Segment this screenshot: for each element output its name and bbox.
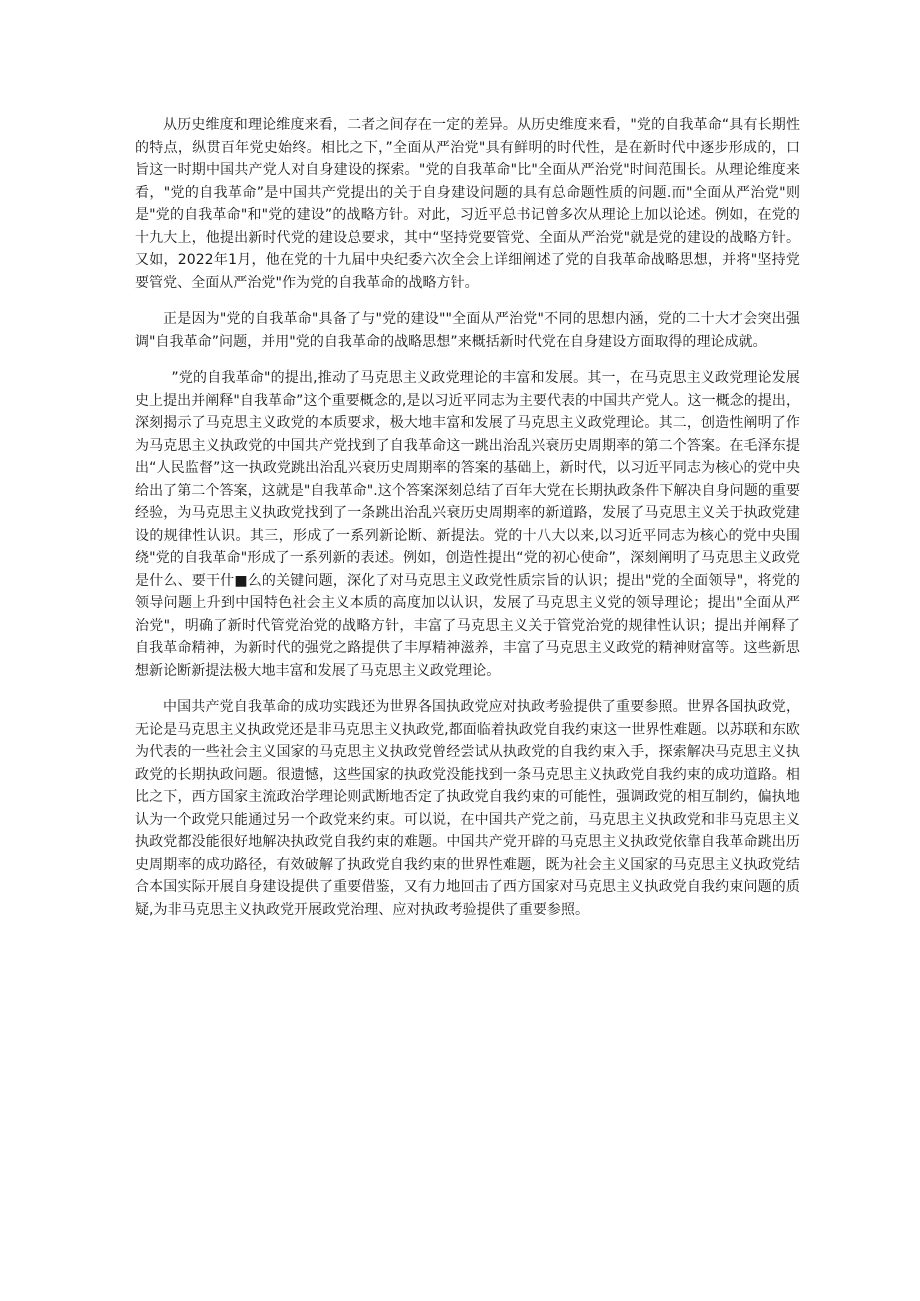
paragraph-marxist-party-theory-development: ”党的自我革命"的提出,推动了马克思主义政党理论的丰富和发展。其一，在马克思主义政党理论发展史上提出并阐释"自我革命”这个重要概念的,是以习近平同志为主要代表的中国共产党人。这一概念的提出，深刻揭示了马克思主义政党的本质要求，极大地丰富和发展了马克思主义政党理论。其二，创造性阐明了作为马克思主义执政党的中国共产党找到了自我革命这一跳出治乱兴衰历史周期率的第二个答案。在毛泽东提出“人民监督”这一执政党跳出治乱兴衰历史周期率的答案的基础上，新时代，以习近平同志为核心的党中央给出了第二个答案，这就是"自我革命".这个答案深刻总结了百年大党在长期执政条件下解决自身问题的重要经验，为马克思主义执政党找到了一条跳出治乱兴衰历史周期率的新道路，发展了马克思主义关于执政党建设的规律性认识。其三，形成了一系列新论断、新提法。党的十八大以来,以习近平同志为核心的党中央围绕"党的自我革命"形成了一系列新的表述。例如，创造性提出“党的初心使命”，深刻阐明了马克思主义政党是什么、要干什■么的关键问题，深化了对马克思主义政党性质宗旨的认识；提出"党的全面领导"，将党的领导问题上升到中国特色社会主义本质的高度加以认识，发展了马克思主义党的领导理论；提出"全面从严治党"，明确了新时代管党治党的战略方针，丰富了马克思主义关于管党治党的规律性认识；提出并阐释了自我革命精神，为新时代的强党之路提供了丰厚精神滋养，丰富了马克思主义政党的精神财富等。这些新思想新论断新提法极大地丰富和发展了马克思主义政党理论。 bbox=[135, 370, 800, 679]
paragraph-why-self-revolution-emphasized: 正是因为"党的自我革命"具备了与"党的建设""全面从严治党"不同的思想内涵，党的二十大才会突出强调"自我革命”问题，并用"党的自我革命的战略思想”来概括新时代党在自身建设方面取得的理论成就。 bbox=[135, 311, 800, 350]
document-body bbox=[135, 114, 800, 921]
paragraph-historical-theoretical-difference: 从历史维度和理论维度来看，二者之间存在一定的差异。从历史维度来看，"党的自我革命“具有长期性的特点，纵贯百年党史始终。相比之下，”全面从严治党"具有鲜明的时代性，是在新时代中逐步形成的，口旨这一时期中国共产党人对自身建设的探索。"党的自我革命"比"全面从严治党"时间范围长。从理论维度来看，"党的自我革命”是中国共产党提出的关于自身建设问题的具有总命题性质的问题.而"全面从严治党"则是"党的自我革命"和"党的建设”的战略方针。对此，习近平总书记曾多次从理论上加以论述。例如，在党的十九大上，他提出新时代党的建设总要求，其中“坚持党要管党、全面从严治党"就是党的建设的战略方针。又如，2022年1月，他在党的十九届中央纪委六次全会上详细阐述了党的自我革命战略思想，并将"坚持党要管党、全面从严治党"作为党的自我革命的战略方针。 bbox=[135, 117, 800, 291]
paragraph-world-reference-value: 中国共产党自我革命的成功实践还为世界各国执政党应对执政考验提供了重要参照。世界各国执政党，无论是马克思主义执政党还是非马克思主义执政党,都面临着执政党自我约束这一世界性难题。以苏联和东欧为代表的一些社会主义国家的马克思主义执政党曾经尝试从执政党的自我约束入手，探索解决马克思主义执政党的长期执政问题。很遗憾，这些国家的执政党没能找到一条马克思主义执政党自我约束的成功道路。相比之下，西方国家主流政治学理论则武断地否定了执政党自我约束的可能性，强调政党的相互制约，偏执地认为一个政党只能通过另一个政党来约束。可以说，在中国共产党之前，马克思主义执政党和非马克思主义执政党都没能很好地解决执政党自我约束的难题。中国共产党开辟的马克思主义执政党依靠自我革命跳出历史周期率的成功路径，有效破解了执政党自我约束的世界性难题，既为社会主义国家的马克思主义执政党结合本国实际开展自身建设提供了重要借鉴，又有力地回击了西方国家对马克思主义执政党自我约束问题的质疑,为非马克思主义执政党开展政党治理、应对执政考验提供了重要参照。 bbox=[135, 699, 800, 918]
